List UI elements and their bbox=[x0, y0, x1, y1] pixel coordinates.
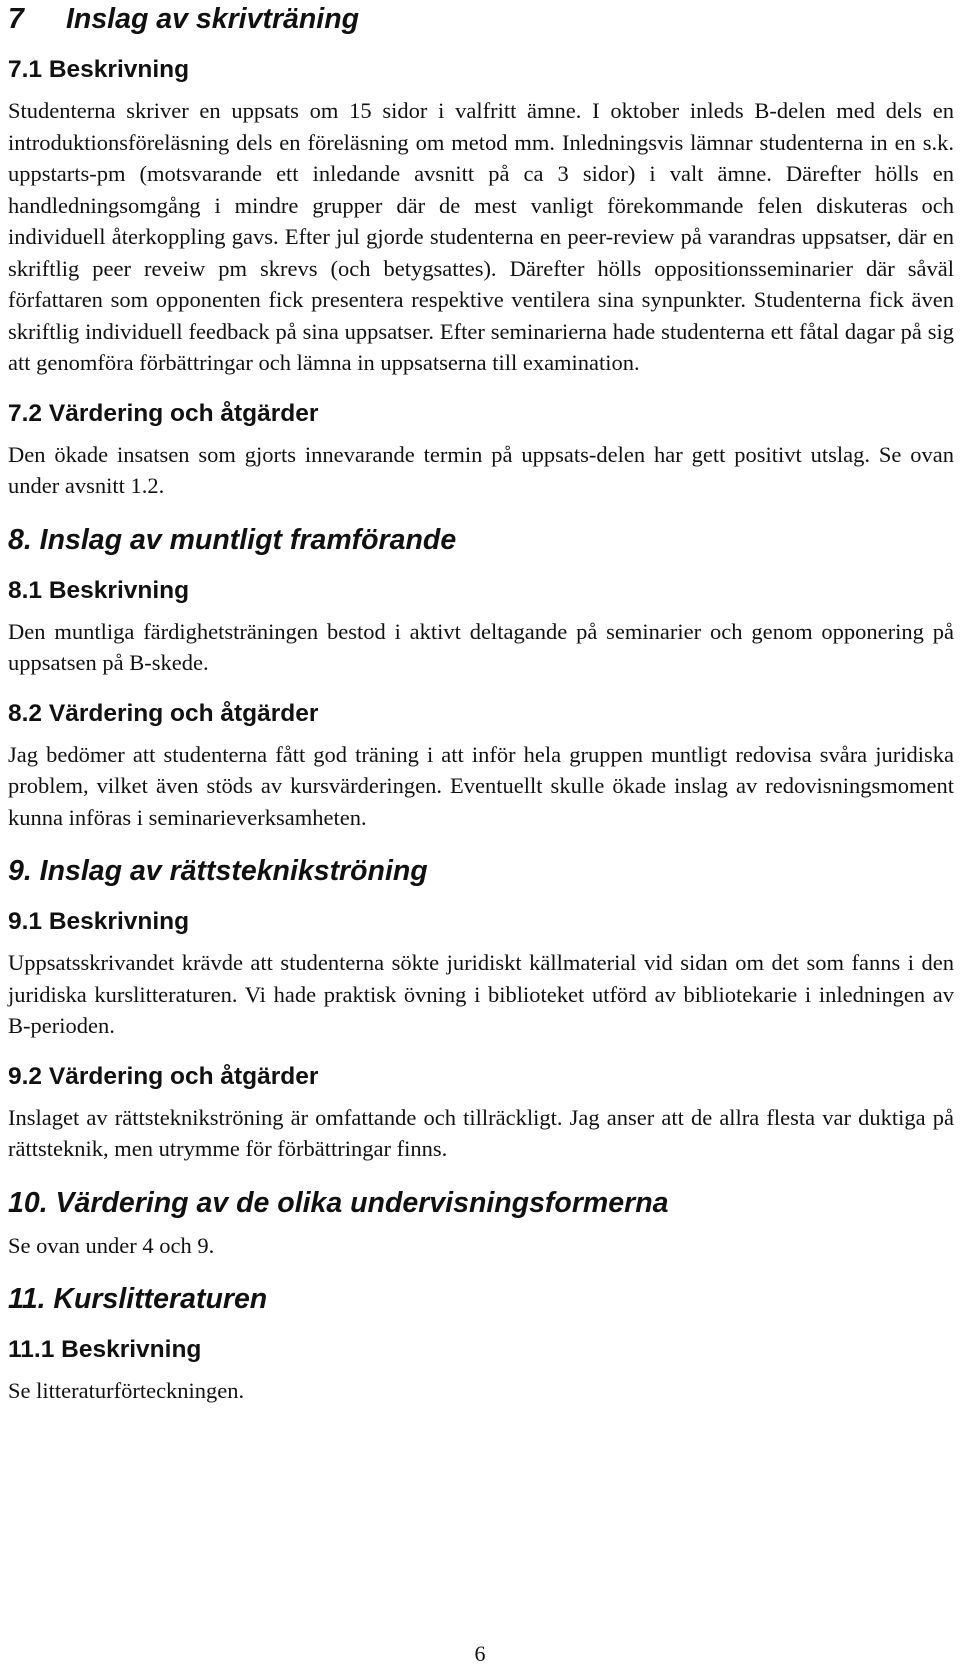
section-7-2-text: Den ökade insatsen som gjorts innevarande termin på uppsats-delen har gett positivt utslag. Se ovan under avsnitt 1.2. bbox=[8, 441, 954, 498]
section-7-heading bbox=[8, 2, 954, 36]
section-9-2-heading: 9.2 Värdering och åtgärder bbox=[8, 1062, 319, 1090]
section-7-2-heading: 7.2 Värdering och åtgärder bbox=[8, 399, 319, 427]
document-page bbox=[8, 0, 954, 1407]
section-7-title: Inslag av skrivträning bbox=[66, 3, 360, 35]
section-10-heading: 10. Värdering av de olika undervisningsformerna bbox=[8, 1186, 669, 1219]
section-7-number: 7 bbox=[8, 3, 24, 35]
section-11-heading: 11. Kurslitteraturen bbox=[8, 1283, 268, 1315]
section-9-2-text: Inslaget av rättsteknikströning är omfattande och tillräckligt. Jag anser att de allra flesta var duktiga på rättsteknik, men utrymme för förbättringar finns. bbox=[8, 1104, 954, 1161]
section-8-2-heading: 8.2 Värdering och åtgärder bbox=[8, 699, 319, 727]
section-11-1-heading: 11.1 Beskrivning bbox=[8, 1336, 202, 1363]
section-11-1-text: Se litteraturförteckningen. bbox=[8, 1378, 245, 1403]
section-8-1-text: Den muntliga färdighetsträningen bestod i aktivt deltagande på seminarier och genom opponering på uppsatsen på B-skede. bbox=[8, 618, 954, 675]
page-number: 6 bbox=[474, 1641, 486, 1666]
section-8-1-heading: 8.1 Beskrivning bbox=[8, 576, 190, 604]
section-7-1-text: Studenterna skriver en uppsats om 15 sidor i valfritt ämne. I oktober inleds B-delen med dels en introduktionsföreläsning dels en föreläsning om metod mm. Inledningsvis lämnar studenterna in en s.k. uppstarts-pm (motsvarande ett inledande avsnitt på ca 3 sidor) i valt ämne. Därefter hölls en handledningsomgång i mindre grupper där de mest vanligt förekommande felen diskuteras och individuell återkoppling gavs. Efter jul gjorde studenterna en peer-review på varandras uppsatser, där en skriftlig peer reveiw pm skrevs (och betygsattes). Därefter hölls oppositionsseminarier där såväl författaren som opponenten fick presentera respektive ventilera sina synpunkter. Studenterna fick även skriftlig individuell feedback på sina uppsatser. Efter seminarierna hade studenterna ett fåtal dagar på sig att genomföra förbättringar och lämna in uppsatserna till examination. bbox=[8, 98, 954, 375]
section-8-heading: 8. Inslag av muntligt framförande bbox=[8, 523, 457, 556]
section-10-text: Se ovan under 4 och 9. bbox=[8, 1232, 215, 1258]
section-9-1-heading: 9.1 Beskrivning bbox=[8, 908, 190, 935]
section-9-heading: 9. Inslag av rättsteknikströning bbox=[8, 855, 428, 887]
section-8-2-text: Jag bedömer att studenterna fått god träning i att inför hela gruppen muntligt redovisa svåra juridiska problem, vilket även stöds av kursvärderingen. Eventuellt skulle ökade inslag av redovisningsmoment kunna införas i seminarieverksamheten. bbox=[8, 741, 954, 830]
section-7-1-heading: 7.1 Beskrivning bbox=[8, 56, 190, 83]
section-9-1-text: Uppsatsskrivandet krävde att studenterna sökte juridiskt källmaterial vid sidan om det som fanns i den juridiska kurslitteraturen. Vi hade praktisk övning i biblioteket utförd av bibliotekarie i inledningen av B-perioden. bbox=[8, 950, 954, 1038]
